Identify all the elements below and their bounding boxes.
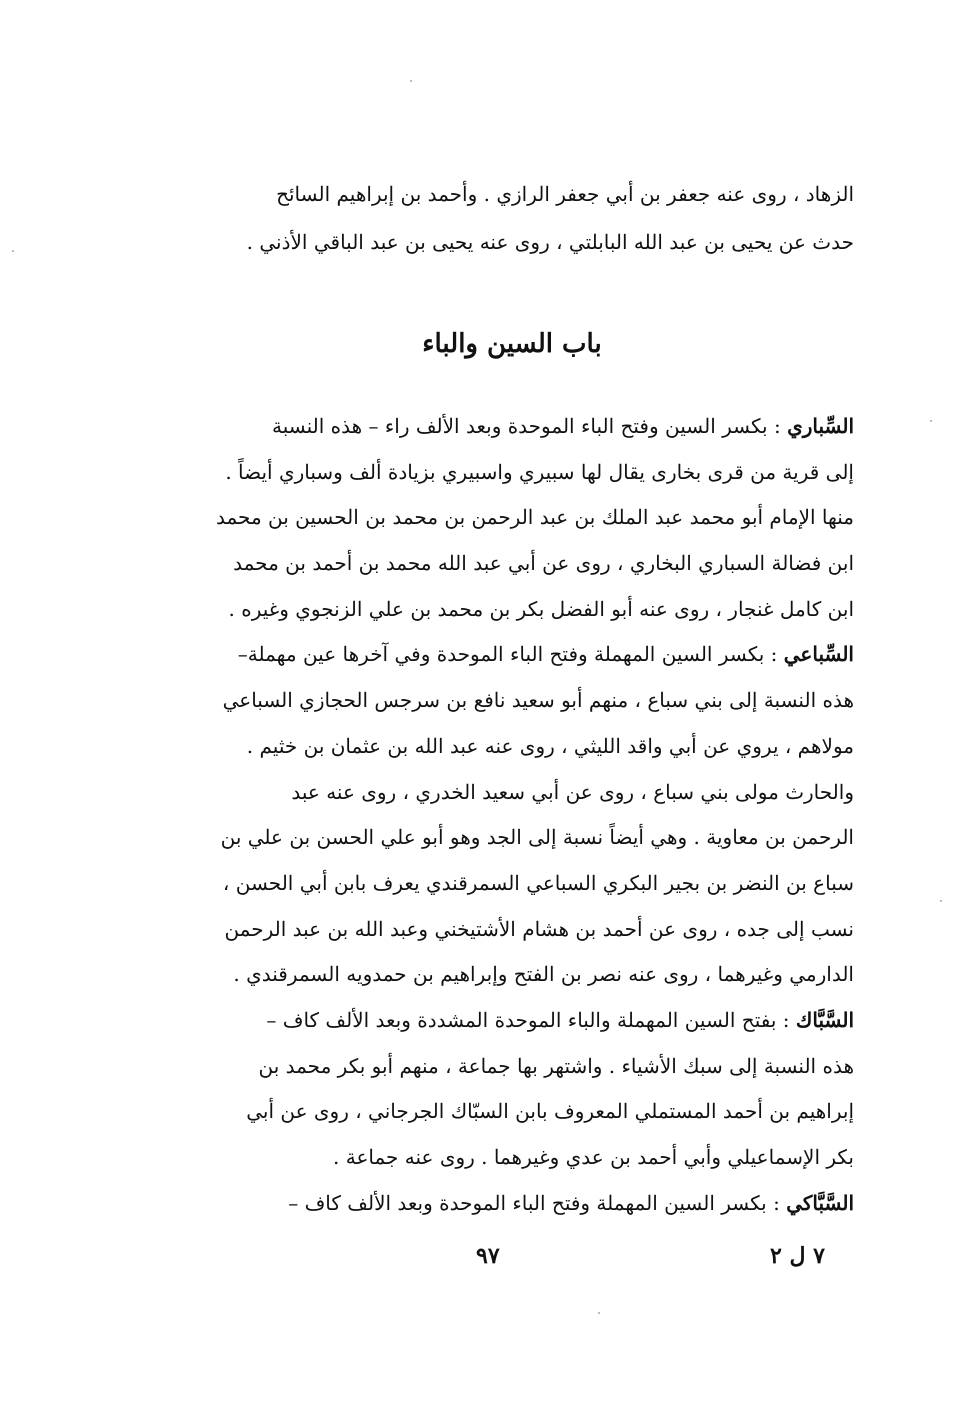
entry-head: السَّبَّاك [795,1007,854,1032]
scan-speck [410,80,412,82]
entry-line: نسب إلى جده ، روى عن أحمد بن هشام الأشتيخني وعبد الله بن عبد الرحمن [224,916,854,941]
entry-line: بكر الإسماعيلي وأبي أحمد بن عدي وغيرهما . روى عنه جماعة . [333,1145,854,1169]
entry-head: السَّبَّاكي [786,1190,854,1215]
entry-line: مولاهم ، يروي عن أبي واقد الليثي ، روى عنه عبد الله بن عثمان بن خثيم . [246,733,854,758]
entry-line: إلى قرية من قرى بخارى يقال لها سبيري واسبيري بزيادة ألف وسباري أيضاً . [225,459,854,484]
printer-signature: ٧ ل ٢ [770,1243,825,1269]
entry-head: السِّباري [787,414,854,438]
entry-line: الدارمي وغيرهما ، روى عنه نصر بن الفتح وإبراهيم بن حمدويه السمرقندي . [233,962,854,987]
entry-text: : بكسر السين المهملة وفتح الباء الموحدة وبعد الألف كاف – [288,1190,787,1215]
entry-line: سباع بن النضر بن بجير البكري السباعي السمرقندي يعرف بابن أبي الحسن ، [222,870,854,895]
scan-speck [598,1312,600,1314]
entry-first-line [170,404,854,450]
entry-line: منها الإمام أبو محمد عبد الملك بن عبد الرحمن بن محمد بن الحسين بن محمد [215,505,854,530]
entry-text: : بفتح السين المهملة والباء الموحدة المشددة وبعد الألف كاف – [266,1007,796,1032]
entry-first-line [170,632,854,678]
page-number: ٩٧ [476,1243,500,1269]
entry-text: : بكسر السين وفتح الباء الموحدة وبعد الألف راء – هذه النسبة [272,414,788,438]
entry-line: إبراهيم بن أحمد المستملي المعروف بابن السبّاك الجرجاني ، روى عن أبي [246,1099,854,1124]
entry-line: هذه النسبة إلى سبك الأشياء . واشتهر بها جماعة ، منهم أبو بكر محمد بن [258,1053,854,1078]
entries-body [170,404,854,1226]
intro-line: الزهاد ، روى عنه جعفر بن أبي جعفر الرازي . وأحمد بن إبراهيم السائح [276,182,854,206]
page-footer [0,1236,954,1276]
entry-line: والحارث مولى بني سباع ، روى عن أبي سعيد الخدري ، روى عنه عبد [291,779,854,804]
entry-first-line [170,998,854,1044]
scan-speck [940,900,942,902]
entry-line: ابن كامل غنجار ، روى عنه أبو الفضل بكر بن محمد بن علي الزنجوي وغيره . [228,596,854,621]
scan-speck [930,420,932,422]
entry-line: الرحمن بن معاوية . وهي أيضاً نسبة إلى الجد وهو أبو علي الحسن بن علي بن [220,825,854,850]
entry-first-line [170,1181,854,1227]
entry-head: السِّباعي [783,642,854,667]
entry-line: هذه النسبة إلى بني سباع ، منهم أبو سعيد نافع بن سرجس الحجازي السباعي [222,688,854,713]
section-heading: باب السين والباء [422,329,602,359]
entry-text: : بكسر السين المهملة وفتح الباء الموحدة وفي آخرها عين مهملة– [237,642,784,667]
intro-line: حدث عن يحيى بن عبد الله البابلتي ، روى عنه يحيى بن عبد الباقي الأذني . [246,230,854,254]
intro-paragraph [170,170,854,266]
entry-line: ابن فضالة السباري البخاري ، روى عن أبي عبد الله محمد بن أحمد بن محمد [233,551,854,576]
scan-speck [12,250,14,252]
